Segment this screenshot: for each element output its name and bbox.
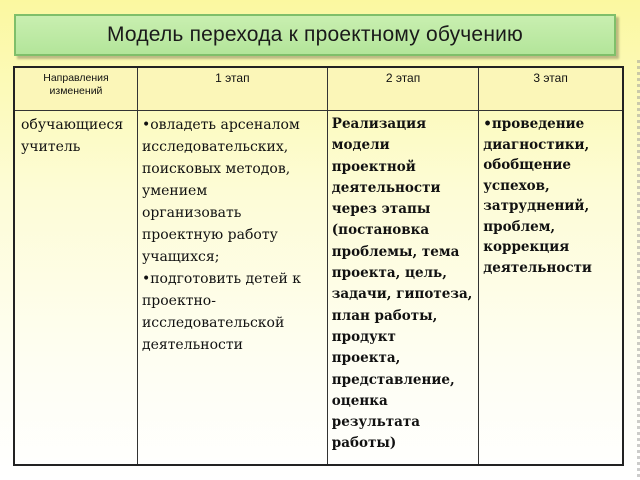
table-header-row: [14, 67, 623, 111]
header-stage-1: [137, 67, 327, 111]
header-stage-3-label: 3 этап: [533, 71, 568, 85]
cell-stage-2: [327, 111, 478, 466]
cell-stage-1-text: •овладеть арсеналом исследовательских, поисковых методов, умением организовать проектную работу учащихся; •подготовить детей к проектно- исследовательской деятельности: [141, 117, 302, 353]
header-directions: [14, 67, 137, 111]
stages-table: [13, 66, 624, 466]
header-stage-2: [327, 67, 478, 111]
slide-title: Модель перехода к проектному обучению: [106, 23, 523, 46]
header-directions-label: Направления изменений: [43, 72, 109, 97]
cell-stage-3-text: •проведение диагностики, обобщение успехов, затруднений, проблем, коррекция деятельности: [483, 116, 592, 276]
cell-stage-1: [137, 111, 327, 466]
cell-directions: [14, 111, 137, 466]
cell-stage-2-text: Реализация модели проектной деятельности через этапы (постановка проблемы, тема проекта, цель, задачи, гипотеза, план работы, продукт проекта, представление, оценка результата работы): [331, 116, 473, 452]
slide-title-banner: [14, 14, 616, 56]
cell-stage-3: [479, 111, 623, 466]
header-stage-1-label: 1 этап: [215, 71, 250, 85]
table-row: [14, 111, 623, 466]
cell-directions-text: обучающиеся учитель: [21, 117, 124, 155]
header-stage-3: [479, 67, 623, 111]
header-stage-2-label: 2 этап: [385, 71, 421, 85]
